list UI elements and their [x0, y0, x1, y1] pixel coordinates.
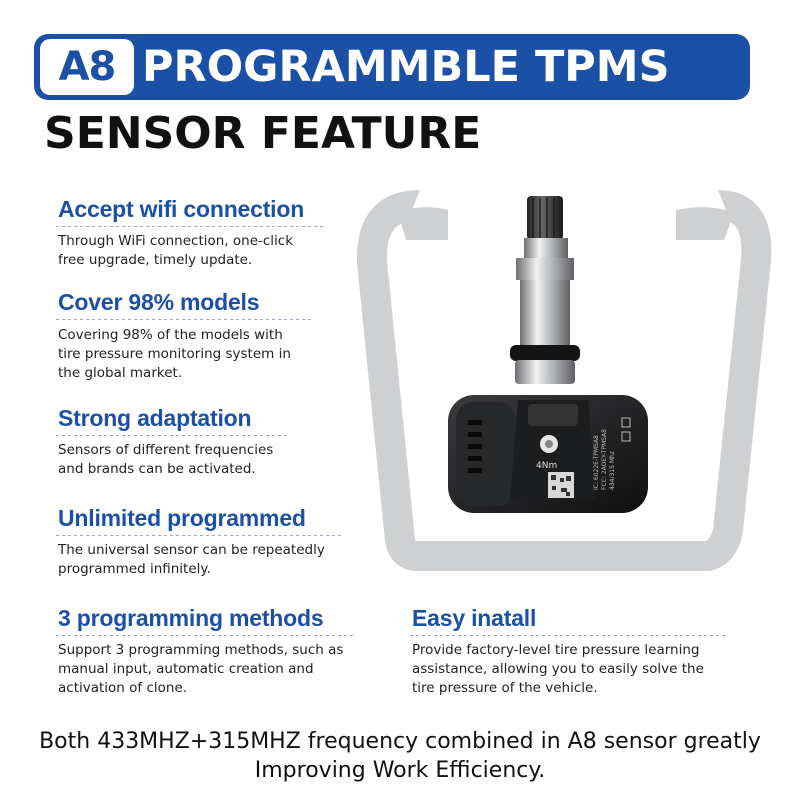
sensor-torque-label: 4Nm	[536, 461, 558, 471]
feature-desc-models: Covering 98% of the models with tire pressure monitoring system in the global market.	[58, 327, 291, 381]
feature-desc-unlimited: The universal sensor can be repeatedly programmed infinitely.	[58, 542, 325, 577]
divider	[56, 435, 288, 436]
model-badge: A8	[40, 39, 134, 95]
feature-title-models: Cover 98% models	[58, 289, 260, 315]
banner-title: PROGRAMMBLE TPMS	[142, 42, 670, 92]
page-subtitle: SENSOR FEATURE	[44, 108, 482, 159]
svg-text:434/315 Mhz: 434/315 Mhz	[609, 451, 616, 490]
divider	[56, 535, 341, 536]
feature-title-install: Easy inatall	[412, 605, 537, 631]
feature-title-adaptation: Strong adaptation	[58, 405, 252, 431]
divider	[56, 319, 311, 320]
feature-title-methods: 3 programming methods	[58, 605, 324, 631]
feature-desc-adaptation: Sensors of different frequencies and brands can be activated.	[58, 442, 274, 477]
feature-desc-wifi: Through WiFi connection, one-click free upgrade, timely update.	[58, 233, 294, 268]
divider	[410, 635, 726, 636]
divider	[56, 635, 356, 636]
feature-desc-methods: Support 3 programming methods, such as manual input, automatic creation and activation of clone.	[58, 642, 344, 696]
svg-text:IC: 6022E-TPMSA8: IC: 6022E-TPMSA8	[593, 435, 600, 490]
feature-title-unlimited: Unlimited programmed	[58, 505, 306, 531]
divider	[56, 226, 326, 227]
feature-desc-install: Provide factory-level tire pressure learning assistance, allowing you to easily solve the tire pressure of the vehicle.	[412, 642, 704, 696]
svg-text:FCC: 2AOEY-TPMSA8: FCC: 2AOEY-TPMSA8	[601, 429, 608, 490]
footer-line-1: Both 433MHZ+315MHZ frequency combined in A8 sensor greatly	[39, 729, 761, 754]
feature-title-wifi: Accept wifi connection	[58, 196, 305, 222]
footer-line-2: Improving Work Efficiency.	[254, 758, 546, 783]
